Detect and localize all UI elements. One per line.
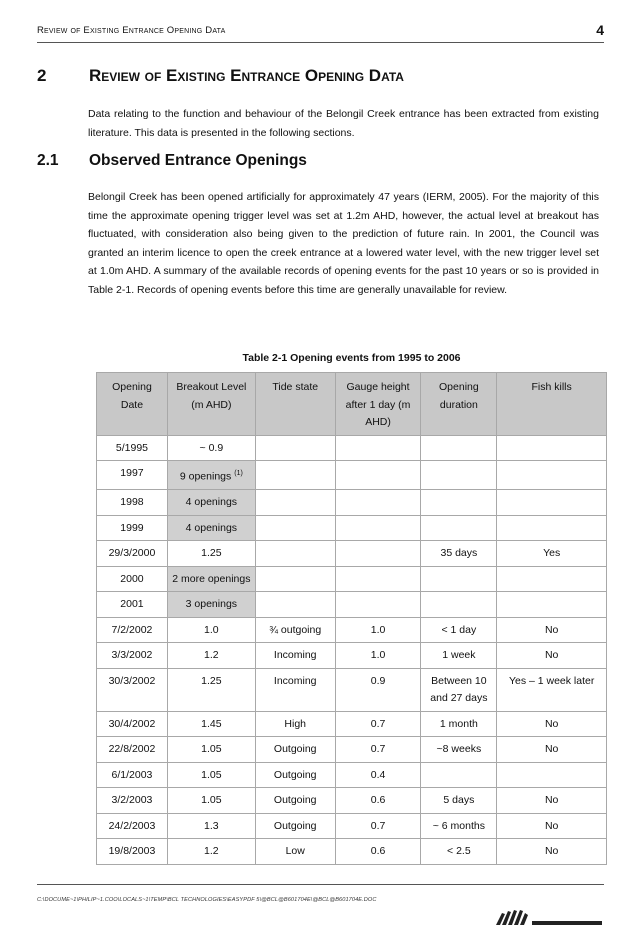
- table-cell: [255, 668, 335, 711]
- cell-text: 1.0: [370, 649, 386, 661]
- cell-text: ~8 weeks: [436, 743, 482, 755]
- table-cell: [167, 762, 255, 788]
- table-cell: [335, 435, 421, 461]
- table-cell: [97, 541, 168, 567]
- table-cell: [497, 762, 607, 788]
- cell-text: ¾ outgoing: [269, 623, 322, 636]
- table-cell: [497, 643, 607, 669]
- table-cell: [167, 737, 255, 763]
- table-cell: [255, 813, 335, 839]
- table-row: [97, 490, 607, 516]
- cell-text: 1.05: [201, 743, 222, 755]
- company-logo: [494, 905, 604, 930]
- table-cell: [497, 839, 607, 865]
- cell-text: 4 openings: [185, 496, 238, 508]
- table-cell: [167, 515, 255, 541]
- cell-text: 1.25: [201, 674, 222, 687]
- table-cell: [97, 435, 168, 461]
- table-cell: [497, 592, 607, 618]
- cell-text: ~ 6 months: [432, 819, 485, 832]
- table-row: [97, 813, 607, 839]
- table-cell: [497, 461, 607, 490]
- table-cell: [167, 592, 255, 618]
- table-cell: [335, 711, 421, 737]
- table-row: [97, 592, 607, 618]
- table-row: [97, 541, 607, 567]
- table-cell: [335, 490, 421, 516]
- table-cell: [255, 643, 335, 669]
- cell-text: 24/2/2003: [108, 819, 156, 832]
- footer-file-path: C:\DOCUME~1\PHILIP~1.COO\LOCALS~1\TEMP\BCL TECHNOLOGIES\EASYPDF 5\@BCL@B601704E\@BCL@B601704E.DOC: [37, 897, 377, 903]
- table-cell: [167, 435, 255, 461]
- table-cell: [335, 668, 421, 711]
- cell-text: 3/2/2003: [111, 794, 153, 806]
- table-header-row: [97, 373, 607, 436]
- table-cell: [335, 515, 421, 541]
- table-row: [97, 617, 607, 643]
- table-cell: [97, 762, 168, 788]
- table-cell: [97, 617, 168, 643]
- cell-text: Outgoing: [273, 768, 317, 781]
- table-row: [97, 643, 607, 669]
- table-cell: [497, 668, 607, 711]
- table-cell: [335, 617, 421, 643]
- table-cell: [421, 461, 497, 490]
- subsection-number: 2.1: [37, 152, 59, 169]
- table-cell: [421, 515, 497, 541]
- table-row: [97, 435, 607, 461]
- cell-text: < 1 day: [441, 623, 477, 636]
- table-row: [97, 762, 607, 788]
- cell-text: 2 more openings: [172, 572, 251, 585]
- table-cell: [497, 435, 607, 461]
- cell-text: Outgoing: [273, 819, 317, 832]
- cell-text: 9 openings: [179, 470, 232, 483]
- column-header: Fish kills: [497, 373, 607, 436]
- cell-text: 0.7: [370, 717, 386, 730]
- section-title: Review of Existing Entrance Opening Data: [89, 66, 404, 85]
- running-header: [37, 22, 604, 43]
- table-cell: [421, 737, 497, 763]
- table-cell: [497, 737, 607, 763]
- table-cell: [167, 541, 255, 567]
- table-cell: [497, 711, 607, 737]
- table-cell: [255, 435, 335, 461]
- cell-text: 0.7: [370, 743, 386, 755]
- table-cell: [167, 643, 255, 669]
- cell-text: Outgoing: [273, 743, 317, 755]
- cell-text: 29/3/2000: [108, 547, 156, 559]
- table-cell: [335, 592, 421, 618]
- table-cell: [421, 711, 497, 737]
- table-cell: [421, 788, 497, 814]
- cell-text: 1.2: [204, 845, 219, 857]
- table-cell: [255, 617, 335, 643]
- subsection-title: Observed Entrance Openings: [89, 152, 307, 169]
- table-row: [97, 788, 607, 814]
- table-cell: [97, 839, 168, 865]
- table-cell: [335, 788, 421, 814]
- table-cell: [97, 490, 168, 516]
- column-header: Tide state: [255, 373, 335, 436]
- table-cell: [421, 762, 497, 788]
- table-cell: [421, 435, 497, 461]
- table-row: [97, 566, 607, 592]
- section-number: 2: [37, 66, 47, 85]
- table-cell: [167, 839, 255, 865]
- table-cell: [167, 490, 255, 516]
- cell-text: 0.6: [370, 794, 386, 806]
- table-row: [97, 668, 607, 711]
- cell-text: 0.6: [370, 845, 386, 857]
- cell-text: Yes: [543, 547, 561, 559]
- cell-text: No: [544, 717, 559, 730]
- cell-text: 7/2/2002: [111, 623, 153, 636]
- column-header: Gauge height after 1 day (m AHD): [335, 373, 421, 436]
- table-cell: [167, 566, 255, 592]
- table-cell: [255, 461, 335, 490]
- table-cell: [497, 617, 607, 643]
- table-cell: [421, 592, 497, 618]
- cell-text: No: [544, 649, 559, 661]
- table-cell: [335, 643, 421, 669]
- cell-text: 1.3: [204, 819, 219, 832]
- table-cell: [497, 541, 607, 567]
- table-cell: [497, 813, 607, 839]
- table-cell: [255, 711, 335, 737]
- cell-text: No: [544, 845, 559, 857]
- table-cell: [167, 813, 255, 839]
- cell-text: 0.7: [370, 819, 386, 832]
- opening-events-table: [96, 372, 607, 865]
- cell-text: No: [544, 743, 559, 755]
- cell-text: 1999: [120, 521, 144, 534]
- table-cell: [421, 490, 497, 516]
- cell-text: 1.05: [201, 768, 222, 781]
- table-cell: [255, 839, 335, 865]
- table-cell: [255, 592, 335, 618]
- table-cell: [497, 515, 607, 541]
- table-cell: [497, 788, 607, 814]
- table-cell: [335, 813, 421, 839]
- table-cell: [97, 461, 168, 490]
- table-cell: [97, 515, 168, 541]
- cell-text: 35 days: [440, 547, 478, 559]
- column-header: Opening duration: [421, 373, 497, 436]
- cell-text: No: [544, 819, 559, 832]
- cell-text: Between 10 and 27 days: [430, 674, 488, 704]
- footnote-marker: (1): [234, 470, 243, 477]
- table-cell: [167, 617, 255, 643]
- table-cell: [497, 490, 607, 516]
- cell-text: 5 days: [443, 794, 475, 806]
- table-cell: [97, 813, 168, 839]
- cell-text: 0.4: [370, 768, 386, 781]
- table-cell: [167, 461, 255, 490]
- cell-text: 1998: [120, 496, 144, 508]
- table-cell: [421, 643, 497, 669]
- cell-text: Outgoing: [273, 794, 317, 806]
- cell-text: 30/3/2002: [108, 674, 156, 687]
- table-row: [97, 839, 607, 865]
- cell-text: 1.45: [201, 717, 222, 730]
- table-cell: [97, 592, 168, 618]
- cell-text: 2001: [120, 598, 144, 610]
- table-cell: [97, 643, 168, 669]
- cell-text: 1.0: [204, 623, 219, 636]
- cell-text: No: [544, 623, 559, 636]
- table-cell: [255, 788, 335, 814]
- cell-text: ~ 0.9: [199, 441, 224, 454]
- table-cell: [335, 737, 421, 763]
- table-cell: [421, 566, 497, 592]
- cell-text: Incoming: [273, 674, 317, 687]
- table-row: [97, 515, 607, 541]
- cell-text: 1.2: [204, 649, 219, 661]
- table-cell: [167, 788, 255, 814]
- table-cell: [421, 668, 497, 711]
- page-number: 4: [596, 22, 604, 38]
- section-intro-paragraph: Data relating to the function and behaviour of the Belongil Creek entrance has been extracted from existing literature. This data is presented in the following sections.: [88, 108, 599, 139]
- cell-text: < 2.5: [447, 845, 471, 857]
- table-cell: [97, 788, 168, 814]
- cell-text: 6/1/2003: [111, 768, 153, 781]
- cell-text: 5/1995: [115, 441, 149, 454]
- cell-text: 22/8/2002: [108, 743, 156, 755]
- cell-text: Low: [285, 845, 305, 857]
- table-row: [97, 711, 607, 737]
- table-cell: [335, 762, 421, 788]
- table-cell: [97, 668, 168, 711]
- table-cell: [421, 813, 497, 839]
- table-row: [97, 461, 607, 490]
- cell-text: Incoming: [273, 649, 317, 661]
- cell-text: 3/3/2002: [111, 649, 153, 661]
- table-cell: [255, 541, 335, 567]
- table-cell: [335, 461, 421, 490]
- running-header-title: Review of Existing Entrance Opening Data: [37, 25, 226, 36]
- table-cell: [335, 566, 421, 592]
- table-cell: [167, 711, 255, 737]
- table-cell: [97, 711, 168, 737]
- cell-text: 1 month: [439, 717, 478, 730]
- table-cell: [335, 541, 421, 567]
- cell-text: 19/8/2003: [108, 845, 156, 857]
- footer-rule: [37, 884, 604, 885]
- table-cell: [255, 490, 335, 516]
- cell-text: 1 week: [442, 649, 476, 661]
- cell-text: 30/4/2002: [108, 717, 156, 730]
- table-cell: [421, 617, 497, 643]
- column-header: Opening Date: [97, 373, 168, 436]
- cell-text: 1.0: [370, 623, 386, 636]
- table-cell: [167, 668, 255, 711]
- table-cell: [97, 737, 168, 763]
- table-cell: [497, 566, 607, 592]
- cell-text: 4 openings: [185, 521, 238, 534]
- cell-text: 1.25: [201, 547, 222, 559]
- table-cell: [255, 515, 335, 541]
- table-cell: [255, 737, 335, 763]
- table-cell: [421, 541, 497, 567]
- table-row: [97, 737, 607, 763]
- table-cell: [421, 839, 497, 865]
- table-cell: [255, 762, 335, 788]
- cell-text: 1.05: [201, 794, 222, 806]
- table-cell: [97, 566, 168, 592]
- table-cell: [255, 566, 335, 592]
- cell-text: 0.9: [370, 674, 386, 687]
- cell-text: 1997: [120, 467, 144, 479]
- table-cell: [335, 839, 421, 865]
- column-header: Breakout Level (m AHD): [167, 373, 255, 436]
- subsection-body-paragraph: Belongil Creek has been opened artificially for approximately 47 years (IERM, 2005). For the majority of this time the approximate opening trigger level was set at 1.2m AHD, however, the actual level at breakout has fluctuated, with consideration also being given to the prediction of future rain. In 2001, the Council was granted an interim licence to open the creek entrance at a lowered water level, with the new trigger level set at 1.0m AHD. A summary of the available records of opening events for the past 10 years or so is provided in Table 2-1. Records of opening events before this time are generally unavailable for review.: [88, 191, 599, 296]
- cell-text: High: [284, 717, 307, 730]
- cell-text: Yes – 1 week later: [508, 674, 595, 687]
- cell-text: No: [544, 794, 559, 806]
- cell-text: 2000: [120, 572, 144, 585]
- cell-text: 3 openings: [185, 598, 238, 610]
- table-caption: Table 2-1 Opening events from 1995 to 2006: [242, 352, 461, 364]
